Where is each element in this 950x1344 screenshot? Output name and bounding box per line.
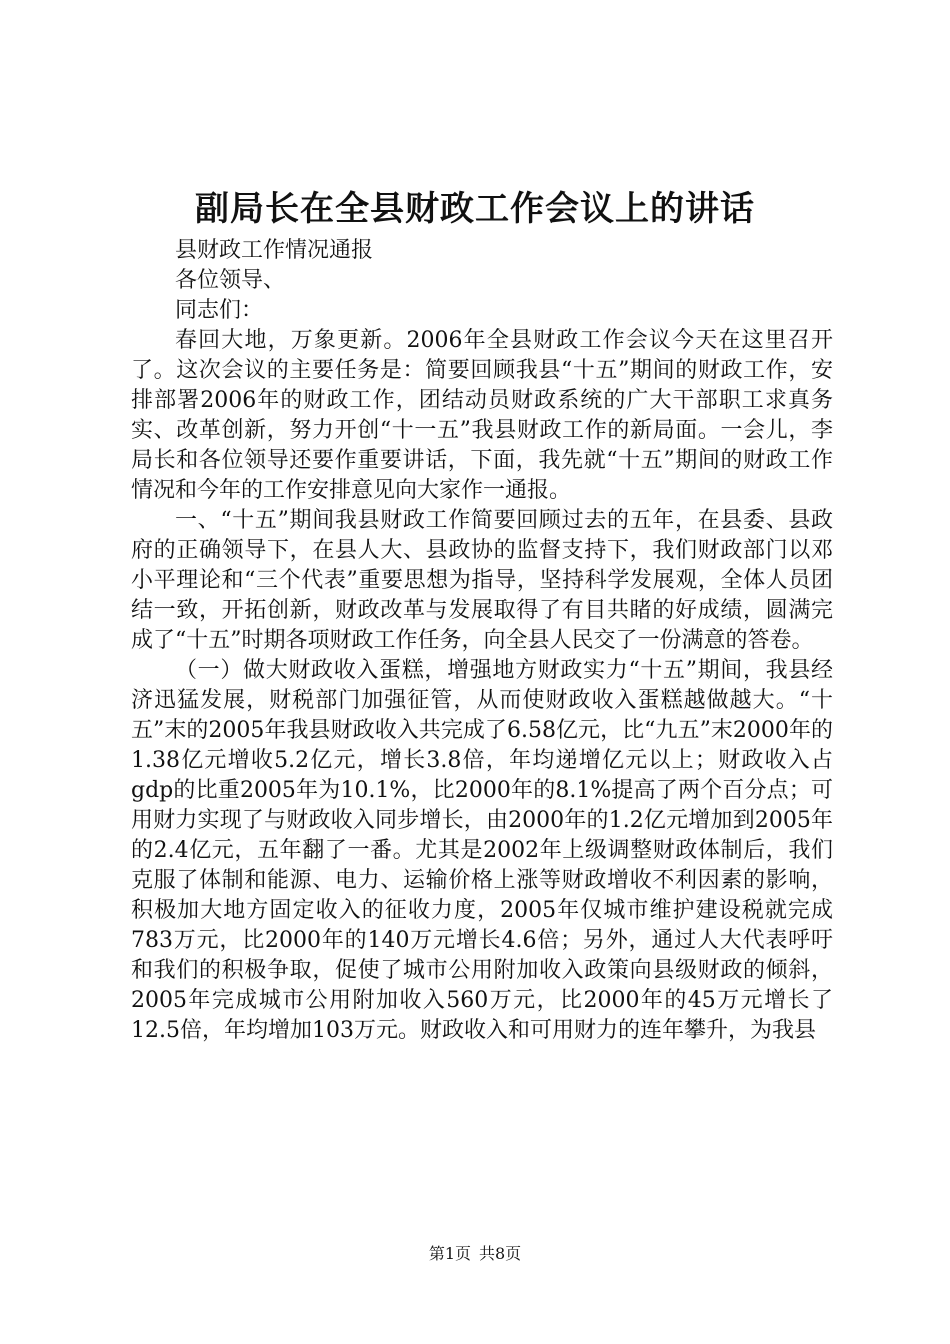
paragraph-salutation-1: 各位领导、 — [175, 268, 286, 293]
page-total: 共8页 — [479, 1244, 522, 1263]
page-number: 第1页 — [428, 1244, 471, 1263]
document-body — [131, 236, 833, 1046]
paragraph-subtitle: 县财政工作情况通报 — [175, 238, 374, 263]
page-footer — [0, 1243, 950, 1265]
page-title: 副局长在全县财政工作会议上的讲话 — [195, 189, 755, 229]
paragraph-salutation-2: 同志们： — [175, 298, 264, 323]
paragraph-subsection-one: （一）做大财政收入蛋糕，增强地方财政实力“十五”期间，我县经济迅猛发展，财税部门加强征管，从而使财政收入蛋糕越做越大。“十五”末的2005年我县财政收入共完成了6.58亿元，比“九五”末2000年的1.38亿元增收5.2亿元，增长3.8倍，年均递增亿元以上；财政收入占gdp的比重2005年为10.1%，比2000年的8.1%提高了两个百分点；可用财力实现了与财政收入同步增长，由2000年的1.2亿元增加到2005年的2.4亿元，五年翻了一番。尤其是2002年上级调整财政体制后，我们克服了体制和能源、电力、运输价格上涨等财政增收不利因素的影响，积极加大地方固定收入的征收力度，2005年仅城市维护建设税就完成783万元，比2000年的140万元增长4.6倍；另外，通过人大代表呼吁和我们的积极争取，促使了城市公用附加收入政策向县级财政的倾斜，2005年完成城市公用附加收入560万元，比2000年的45万元增长了12.5倍，年均增加103万元。财政收入和可用财力的连年攀升，为我县 — [131, 658, 833, 1043]
paragraph-intro: 春回大地，万象更新。2006年全县财政工作会议今天在这里召开了。这次会议的主要任务是：简要回顾我县“十五”期间的财政工作，安排部署2006年的财政工作，团结动员财政系统的广大干部职工求真务实、改革创新，努力开创“十一五”我县财政工作的新局面。一会儿，李局长和各位领导还要作重要讲话，下面，我先就“十五”期间的财政工作情况和今年的工作安排意见向大家作一通报。 — [131, 328, 833, 503]
paragraph-section-one: 一、“十五”期间我县财政工作简要回顾过去的五年，在县委、县政府的正确领导下，在县人大、县政协的监督支持下，我们财政部门以邓小平理论和“三个代表”重要思想为指导，坚持科学发展观，全体人员团结一致，开拓创新，财政改革与发展取得了有目共睹的好成绩，圆满完成了“十五”时期各项财政工作任务，向全县人民交了一份满意的答卷。 — [131, 508, 833, 653]
